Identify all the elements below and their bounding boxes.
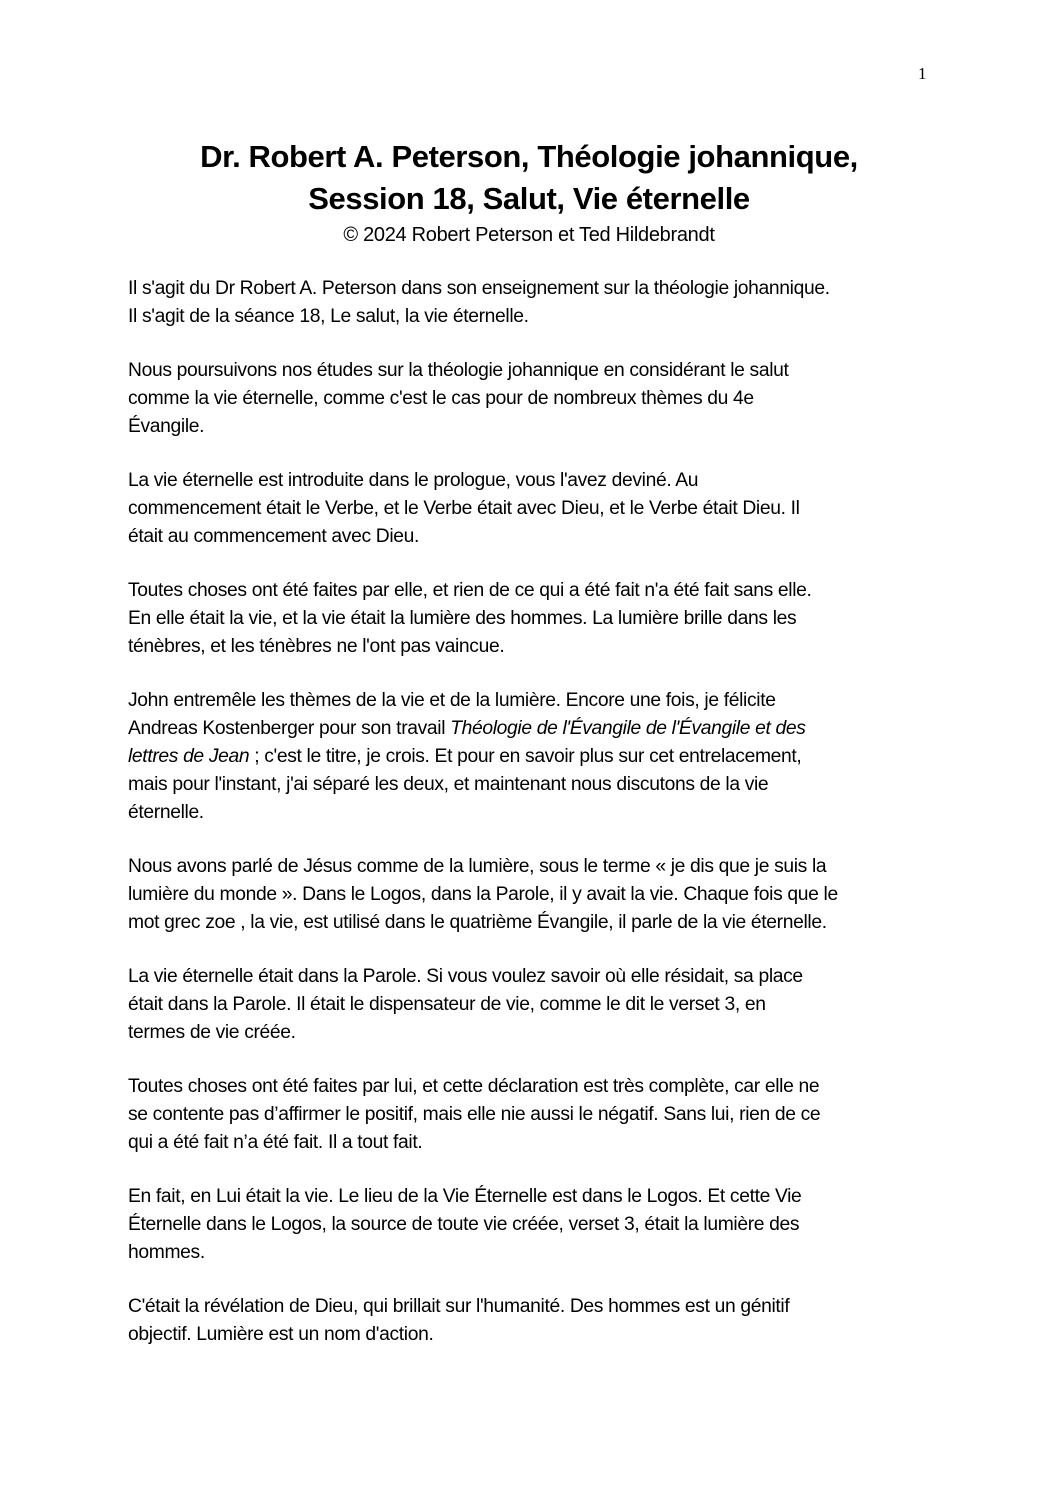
text-line: était dans la Parole. Il était le dispensateur de vie, comme le dit le verset 3, en (128, 994, 766, 1015)
paragraph-5 (128, 687, 938, 827)
page-number: 1 (918, 64, 927, 83)
text-line (128, 743, 938, 771)
text-line (128, 715, 938, 743)
title-line-2: Session 18, Salut, Vie éternelle (308, 181, 750, 216)
paragraph-6 (128, 853, 938, 937)
text-line: qui a été fait n’a été fait. Il a tout fait. (128, 1132, 423, 1153)
paragraph-2 (128, 357, 938, 441)
text-line: ténèbres, et les ténèbres ne l'ont pas vaincue. (128, 636, 505, 657)
text-line: Toutes choses ont été faites par elle, et rien de ce qui a été fait n'a été fait sans elle. (128, 580, 812, 601)
paragraph-10 (128, 1293, 938, 1349)
text-line: Évangile. (128, 416, 205, 437)
text-line: hommes. (128, 1242, 205, 1263)
text-line: commencement était le Verbe, et le Verbe était avec Dieu, et le Verbe était Dieu. Il (128, 498, 800, 519)
document-title (100, 136, 958, 220)
text-line: Il s'agit du Dr Robert A. Peterson dans son enseignement sur la théologie johannique. (128, 278, 830, 299)
text-line: se contente pas d’affirmer le positif, mais elle nie aussi le négatif. Sans lui, rien de ce (128, 1104, 821, 1125)
text-line: Toutes choses ont été faites par lui, et cette déclaration est très complète, car elle ne (128, 1076, 820, 1097)
paragraph-7 (128, 963, 938, 1047)
text-line: mot grec zoe , la vie, est utilisé dans le quatrième Évangile, il parle de la vie éternelle. (128, 912, 827, 933)
text-line: objectif. Lumière est un nom d'action. (128, 1324, 434, 1345)
text-line: Il s'agit de la séance 18, Le salut, la vie éternelle. (128, 306, 529, 327)
text-segment: Andreas Kostenberger pour son travail (128, 718, 451, 739)
text-line: Éternelle dans le Logos, la source de toute vie créée, verset 3, était la lumière des (128, 1214, 800, 1235)
title-line-1: Dr. Robert A. Peterson, Théologie johannique, (200, 139, 858, 174)
document-body (128, 275, 938, 1375)
text-line: était au commencement avec Dieu. (128, 526, 420, 547)
paragraph-8 (128, 1073, 938, 1157)
text-line: comme la vie éternelle, comme c'est le cas pour de nombreux thèmes du 4e (128, 388, 754, 409)
text-line: La vie éternelle est introduite dans le prologue, vous l'avez deviné. Au (128, 470, 699, 491)
text-line: En fait, en Lui était la vie. Le lieu de la Vie Éternelle est dans le Logos. Et cette Vie (128, 1186, 802, 1207)
text-line: Nous avons parlé de Jésus comme de la lumière, sous le terme « je dis que je suis la (128, 856, 827, 877)
text-line: John entremêle les thèmes de la vie et de la lumière. Encore une fois, je félicite (128, 690, 776, 711)
paragraph-4 (128, 577, 938, 661)
book-title-italic: lettres de Jean (128, 746, 250, 767)
copyright-notice: © 2024 Robert Peterson et Ted Hildebrandt (343, 224, 715, 246)
text-segment: ; c'est le titre, je crois. Et pour en savoir plus sur cet entrelacement, (249, 746, 802, 767)
text-line: C'était la révélation de Dieu, qui brillait sur l'humanité. Des hommes est un génitif (128, 1296, 790, 1317)
text-line: En elle était la vie, et la vie était la lumière des hommes. La lumière brille dans les (128, 608, 797, 629)
text-line: mais pour l'instant, j'ai séparé les deux, et maintenant nous discutons de la vie (128, 774, 769, 795)
paragraph-9 (128, 1183, 938, 1267)
paragraph-3 (128, 467, 938, 551)
text-line: La vie éternelle était dans la Parole. Si vous voulez savoir où elle résidait, sa place (128, 966, 803, 987)
book-title-italic: Théologie de l'Évangile de l'Évangile et des (450, 718, 806, 739)
paragraph-1 (128, 275, 938, 331)
text-line: Nous poursuivons nos études sur la théologie johannique en considérant le salut (128, 360, 789, 381)
text-line: termes de vie créée. (128, 1022, 296, 1043)
text-line: lumière du monde ». Dans le Logos, dans la Parole, il y avait la vie. Chaque fois que le (128, 884, 838, 905)
text-line: éternelle. (128, 802, 204, 823)
